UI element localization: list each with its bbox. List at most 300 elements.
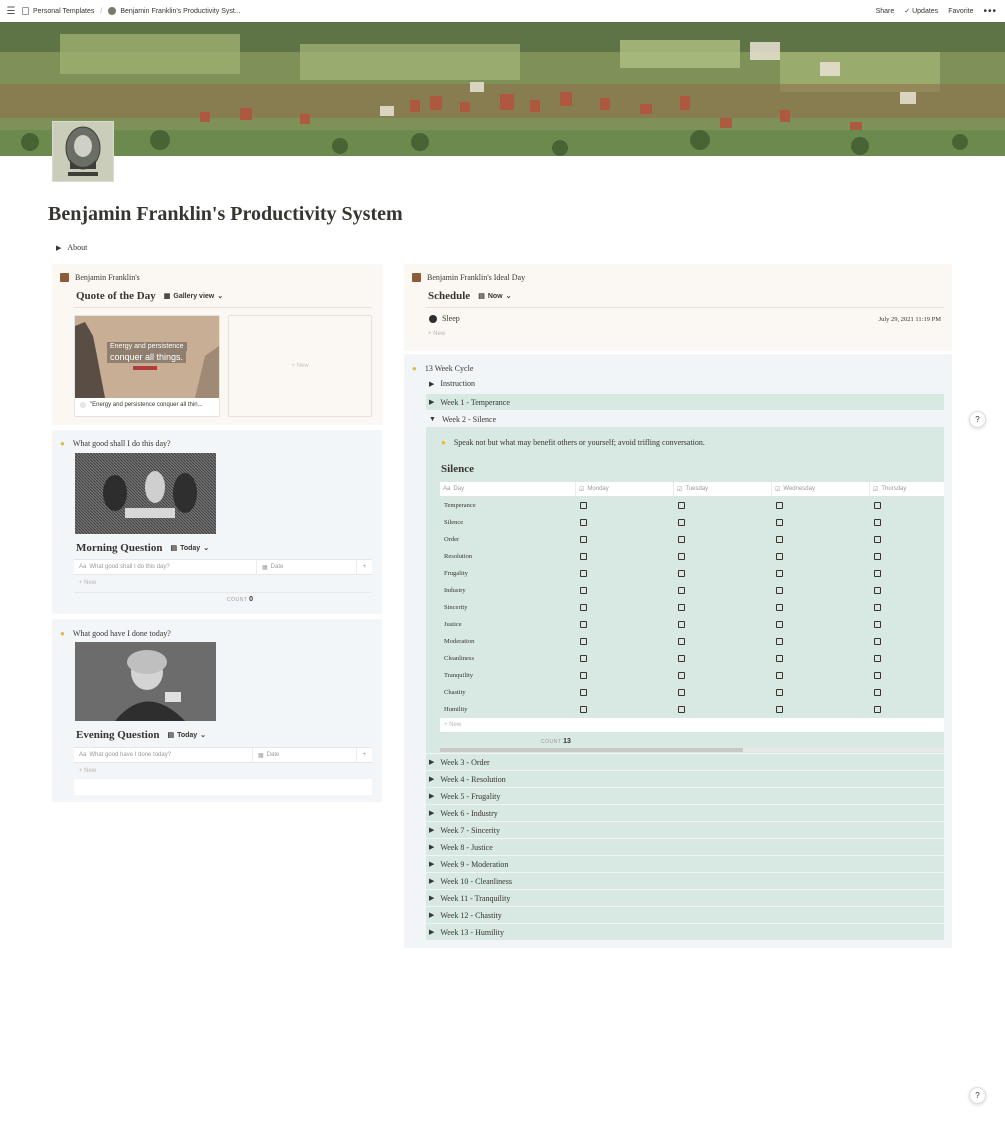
week-toggle[interactable] — [426, 907, 944, 923]
checkbox[interactable] — [678, 689, 685, 696]
now-view-label: Now — [487, 292, 503, 300]
col-date[interactable] — [257, 560, 357, 574]
lightbulb-icon: ● — [60, 439, 65, 448]
checkbox-cell — [870, 531, 944, 548]
col-label: Thursday — [881, 486, 907, 492]
checkbox[interactable] — [874, 638, 881, 645]
mountain-cliff-image — [75, 316, 219, 398]
checkbox-cell — [870, 633, 944, 650]
franklin-thumbnail-icon — [412, 273, 421, 282]
updates-label: Updates — [912, 8, 939, 15]
evening-callout-text: What good have I done today? — [72, 629, 171, 638]
week-toggle[interactable] — [426, 771, 944, 787]
gallery-view-label: Gallery view — [173, 292, 215, 300]
virtue-name[interactable]: Temperance — [444, 502, 476, 509]
checkbox[interactable] — [580, 689, 587, 696]
chevron-down-icon: ⌄ — [203, 545, 210, 552]
checkbox-cell — [870, 582, 944, 599]
toggle-right-icon: ▶ — [429, 894, 435, 902]
calendar-icon: ▦ — [262, 564, 268, 571]
week-toggle[interactable] — [426, 924, 944, 940]
checkbox-cell — [674, 514, 772, 531]
checkbox[interactable] — [776, 587, 783, 594]
menu-icon[interactable]: ☰ — [6, 5, 16, 17]
week-label: Week 4 - Resolution — [440, 774, 506, 784]
evening-question-panel — [52, 619, 382, 802]
checkbox-cell — [576, 531, 674, 548]
silence-callout-text: Speak not but what may benefit others or yourself; avoid trifling conversation. — [453, 437, 705, 447]
week-2-toggle[interactable] — [426, 411, 944, 427]
schedule-db-header — [428, 290, 511, 302]
virtue-row — [440, 514, 944, 531]
checkbox[interactable] — [776, 689, 783, 696]
text-prop-icon: Aa — [79, 752, 87, 758]
checkbox-prop-icon: ☑ — [579, 486, 585, 493]
checkbox-cell — [576, 599, 674, 616]
checkbox[interactable] — [580, 655, 587, 662]
cycle-callout-text: 13 Week Cycle — [424, 364, 474, 373]
caption-dot-icon — [80, 402, 86, 408]
toggle-down-icon: ▼ — [429, 415, 436, 423]
horizontal-scrollbar[interactable] — [440, 748, 944, 752]
checkbox[interactable] — [678, 706, 685, 713]
checkbox[interactable] — [678, 604, 685, 611]
add-column-button[interactable]: + — [362, 752, 367, 758]
today-view-selector[interactable] — [170, 544, 209, 552]
checkbox[interactable] — [874, 706, 881, 713]
count-value: 0 — [249, 596, 253, 603]
checkbox-cell — [772, 565, 870, 582]
virtue-name[interactable]: Moderation — [444, 638, 475, 645]
table-icon: ▤ — [170, 545, 178, 552]
checkbox[interactable] — [580, 570, 587, 577]
virtue-row — [440, 548, 944, 565]
evening-table-header — [74, 747, 372, 763]
toggle-right-icon: ▶ — [429, 398, 435, 406]
checkbox[interactable] — [776, 706, 783, 713]
week-toggle[interactable] — [426, 890, 944, 906]
checkbox[interactable] — [678, 655, 685, 662]
share-button[interactable]: Share — [875, 7, 895, 15]
count-label: COUNT — [541, 739, 562, 745]
checkbox-cell — [674, 497, 772, 514]
checkbox[interactable] — [580, 587, 587, 594]
lightbulb-icon: ● — [60, 629, 65, 638]
week-label: Week 10 - Cleanliness — [440, 876, 512, 886]
checkbox[interactable] — [874, 655, 881, 662]
morning-db-header — [76, 542, 209, 554]
ideal-parent-link[interactable] — [412, 273, 525, 282]
col-title-label: What good shall I do this day? — [89, 564, 170, 570]
divider — [74, 592, 372, 593]
quote-db-header — [76, 290, 223, 302]
checkbox-cell — [870, 701, 944, 718]
virtue-name[interactable]: Justice — [444, 621, 462, 628]
checkbox[interactable] — [874, 570, 881, 577]
checkbox-cell — [870, 616, 944, 633]
gallery-new-label: + New — [291, 363, 309, 369]
chevron-down-icon: ⌄ — [200, 732, 207, 739]
checkbox-cell — [870, 650, 944, 667]
franklin-portrait-graphic — [63, 126, 103, 178]
checkbox-cell — [674, 548, 772, 565]
checkbox-cell — [576, 616, 674, 633]
topbar — [0, 0, 1005, 22]
page-title: Benjamin Franklin's Productivity System — [48, 203, 403, 225]
checkbox-cell — [870, 599, 944, 616]
checkbox-cell — [772, 531, 870, 548]
week-label: Week 9 - Moderation — [440, 859, 509, 869]
now-view-selector[interactable] — [478, 292, 511, 300]
virtue-name[interactable]: Frugality — [444, 570, 468, 577]
virtue-row — [440, 599, 944, 616]
silence-db-title[interactable]: Silence — [441, 463, 474, 475]
morning-table-header — [74, 559, 372, 575]
checkbox[interactable] — [580, 621, 587, 628]
morning-db-title[interactable]: Morning Question — [76, 542, 163, 554]
silence-callout — [441, 433, 941, 451]
franklin-thumbnail-icon — [60, 273, 69, 282]
count-value: 13 — [563, 738, 571, 745]
virtue-row — [440, 633, 944, 650]
morning-callout-text: What good shall I do this day? — [72, 439, 171, 448]
col-date[interactable] — [253, 748, 357, 762]
list-icon: ▤ — [478, 293, 485, 300]
week-label: Week 2 - Silence — [441, 414, 497, 424]
evening-callout — [60, 629, 171, 638]
week-label: Week 11 - Tranquility — [440, 893, 511, 903]
instruction-toggle[interactable] — [429, 379, 475, 388]
checkbox[interactable] — [874, 502, 881, 509]
morning-new-row[interactable]: + New — [79, 580, 97, 586]
virtue-row — [440, 616, 944, 633]
checkbox[interactable] — [580, 519, 587, 526]
quote-db-title[interactable]: Quote of the Day — [76, 290, 156, 302]
cycle-callout — [412, 364, 473, 373]
checkbox-cell — [772, 514, 870, 531]
checkbox[interactable] — [678, 638, 685, 645]
checkbox[interactable] — [678, 553, 685, 560]
scrollbar-thumb[interactable] — [440, 748, 743, 752]
quote-gallery-card[interactable] — [74, 315, 220, 417]
gallery-new-card[interactable] — [228, 315, 372, 417]
franklin-portrait-icon[interactable] — [52, 121, 114, 182]
virtue-row — [440, 565, 944, 582]
virtue-row — [440, 667, 944, 684]
ideal-parent-label: Benjamin Franklin's Ideal Day — [427, 273, 526, 282]
virtue-name[interactable]: Silence — [444, 519, 464, 526]
virtue-row — [440, 701, 944, 718]
checkbox-prop-icon: ☑ — [873, 486, 879, 493]
toggle-right-icon: ▶ — [429, 928, 435, 936]
chevron-down-icon: ⌄ — [217, 293, 224, 300]
checkbox[interactable] — [776, 604, 783, 611]
signature-bar — [133, 366, 157, 370]
checkbox[interactable] — [580, 706, 587, 713]
schedule-new-row[interactable]: + New — [428, 331, 446, 337]
checkbox[interactable] — [776, 536, 783, 543]
week-toggle[interactable] — [426, 873, 944, 889]
toggle-right-icon: ▶ — [56, 243, 62, 252]
checkbox[interactable] — [580, 502, 587, 509]
col-wednesday[interactable] — [772, 482, 870, 496]
checkbox-cell — [674, 616, 772, 633]
morning-question-panel — [52, 430, 382, 614]
toggle-right-icon: ▶ — [429, 911, 435, 919]
checkbox[interactable] — [776, 570, 783, 577]
today-view-selector[interactable] — [167, 731, 206, 739]
count-label: COUNT — [227, 597, 248, 603]
about-toggle[interactable] — [56, 243, 87, 252]
virtue-name[interactable]: Chastity — [444, 689, 466, 696]
checkbox-cell — [772, 548, 870, 565]
today-view-label: Today — [177, 731, 198, 739]
chevron-down-icon: ⌄ — [505, 293, 512, 300]
topbar-actions — [876, 0, 997, 22]
virtue-row — [440, 582, 944, 599]
cover-town-illustration — [0, 22, 1005, 156]
quote-overlay-line1: Energy and persistence — [107, 342, 187, 351]
checkbox-cell — [674, 531, 772, 548]
virtue-name[interactable]: Humility — [444, 706, 468, 713]
checkbox[interactable] — [776, 672, 783, 679]
checkbox-cell — [674, 684, 772, 701]
favorite-button[interactable]: Favorite — [948, 7, 974, 15]
checkbox-cell — [772, 650, 870, 667]
quote-overlay-line2: conquer all things. — [107, 351, 186, 363]
col-monday[interactable] — [576, 482, 674, 496]
week-toggle[interactable] — [426, 754, 944, 770]
checkbox[interactable] — [678, 570, 685, 577]
checkbox[interactable] — [776, 638, 783, 645]
schedule-item-label: Sleep — [442, 314, 460, 323]
virtue-table-header — [440, 482, 944, 497]
col-date-label: Date — [266, 752, 280, 758]
checkbox[interactable] — [874, 672, 881, 679]
breadcrumb-item-personal-templates[interactable]: Personal Templates — [33, 7, 95, 15]
toggle-right-icon: ▶ — [429, 826, 435, 834]
checkbox-cell — [674, 582, 772, 599]
breadcrumb-separator: / — [100, 7, 103, 15]
checkbox[interactable] — [776, 519, 783, 526]
checkbox-prop-icon: ☑ — [677, 486, 683, 493]
checkbox-cell — [772, 684, 870, 701]
checkbox-cell — [870, 514, 944, 531]
checkbox[interactable] — [776, 553, 783, 560]
checkbox-cell — [576, 701, 674, 718]
checkbox-cell — [870, 565, 944, 582]
instruction-label: Instruction — [440, 379, 476, 388]
checkbox[interactable] — [874, 553, 881, 560]
checkbox[interactable] — [580, 604, 587, 611]
help-button[interactable]: ? — [969, 411, 986, 428]
checkbox[interactable] — [874, 536, 881, 543]
checkbox[interactable] — [580, 672, 587, 679]
checkbox[interactable] — [874, 621, 881, 628]
virtue-row — [440, 650, 944, 667]
checkbox[interactable] — [678, 587, 685, 594]
checkbox[interactable] — [776, 621, 783, 628]
checkbox-cell — [576, 684, 674, 701]
virtue-row — [440, 497, 944, 514]
virtue-count — [541, 738, 571, 745]
checkbox[interactable] — [678, 536, 685, 543]
checkbox-cell — [576, 548, 674, 565]
text-prop-icon: Aa — [443, 486, 451, 492]
week-toggle[interactable] — [426, 788, 944, 804]
week-label: Week 5 - Frugality — [440, 791, 501, 801]
checkbox-cell — [772, 667, 870, 684]
checkbox[interactable] — [678, 519, 685, 526]
checkbox-cell — [870, 667, 944, 684]
checkbox-cell — [576, 514, 674, 531]
col-tuesday[interactable] — [674, 482, 772, 496]
page-icon — [22, 7, 29, 15]
virtue-name[interactable]: Sincerity — [444, 604, 468, 611]
col-day[interactable] — [440, 482, 576, 496]
checkbox-cell — [576, 650, 674, 667]
evening-db-title[interactable]: Evening Question — [76, 729, 160, 741]
week-toggle[interactable] — [426, 822, 944, 838]
checkbox-prop-icon: ☑ — [775, 486, 781, 493]
checkbox-cell — [772, 497, 870, 514]
text-prop-icon: Aa — [79, 564, 87, 570]
checkbox-cell — [870, 684, 944, 701]
toggle-right-icon: ▶ — [429, 877, 435, 885]
week-toggle[interactable] — [426, 856, 944, 872]
about-toggle-label: About — [67, 243, 88, 252]
checkbox-cell — [772, 616, 870, 633]
checkbox[interactable] — [874, 519, 881, 526]
checkbox-cell — [576, 565, 674, 582]
evening-table-footer — [74, 779, 372, 795]
week-label: Week 12 - Chastity — [440, 910, 502, 920]
portrait-engraving-scene — [75, 642, 216, 721]
quote-parent-link[interactable] — [60, 273, 140, 282]
dark-circle-icon — [429, 315, 437, 323]
franklin-portrait-engraving — [75, 642, 216, 721]
breadcrumb-item-current-page[interactable]: Benjamin Franklin's Productivity Syst... — [120, 7, 241, 15]
checkbox[interactable] — [580, 638, 587, 645]
cover-image — [0, 22, 1005, 156]
ideal-day-panel — [404, 264, 952, 351]
lightbulb-icon: ● — [412, 364, 417, 373]
quote-card-caption-row — [80, 402, 203, 408]
virtue-name[interactable]: Cleanliness — [444, 655, 474, 662]
lightbulb-icon: ● — [441, 437, 446, 447]
checkbox[interactable] — [678, 621, 685, 628]
updates-button[interactable] — [904, 7, 938, 15]
help-button[interactable]: ? — [969, 1087, 986, 1104]
checkbox[interactable] — [874, 587, 881, 594]
breadcrumb — [22, 7, 241, 15]
table-icon: ▤ — [167, 732, 175, 739]
calendar-icon: ▦ — [258, 752, 264, 759]
toggle-right-icon: ▶ — [429, 860, 435, 868]
schedule-item-sleep[interactable] — [429, 314, 460, 323]
franklin-engraving-image — [75, 453, 216, 534]
week-toggle[interactable] — [426, 805, 944, 821]
engraving-scene — [75, 453, 216, 534]
col-label: Day — [453, 486, 465, 492]
toggle-right-icon: ▶ — [429, 792, 435, 800]
quote-card-caption: "Energy and persistence conquer all thin... — [90, 402, 203, 408]
checkbox-cell — [772, 633, 870, 650]
col-title-label: What good have I done today? — [89, 752, 172, 758]
toggle-right-icon: ▶ — [429, 758, 435, 766]
toggle-right-icon: ▶ — [429, 775, 435, 783]
new-row-label: + New — [444, 722, 462, 728]
checkbox-cell — [674, 599, 772, 616]
virtue-name[interactable]: Tranquility — [444, 672, 474, 679]
checkbox[interactable] — [678, 672, 685, 679]
divider — [426, 307, 944, 308]
col-title[interactable] — [74, 560, 257, 574]
evening-db-header — [76, 729, 206, 741]
checkbox-cell — [576, 582, 674, 599]
col-date-label: Date — [270, 564, 284, 570]
evening-new-row[interactable]: + New — [79, 768, 97, 774]
divider — [74, 307, 372, 308]
add-column-button[interactable]: + — [362, 564, 367, 570]
checkbox-cell — [576, 497, 674, 514]
checkbox-cell — [674, 650, 772, 667]
schedule-item-date: July 29, 2021 11:19 PM — [878, 316, 941, 323]
virtue-new-row[interactable] — [440, 718, 944, 732]
checkbox-cell — [674, 701, 772, 718]
col-label: Wednesday — [783, 486, 815, 492]
week-label: Week 13 - Humility — [440, 927, 504, 937]
checkbox[interactable] — [776, 655, 783, 662]
week-label: Week 6 - Industry — [440, 808, 498, 818]
checkbox-cell — [576, 667, 674, 684]
checkbox-cell — [576, 633, 674, 650]
virtue-name[interactable]: Resolution — [444, 553, 473, 560]
week-label: Week 1 - Temperance — [440, 397, 510, 407]
gallery-icon: ▦ — [163, 293, 171, 300]
col-title[interactable] — [74, 748, 253, 762]
checkbox[interactable] — [874, 604, 881, 611]
checkbox[interactable] — [776, 502, 783, 509]
checkbox-cell — [772, 701, 870, 718]
checkbox-cell — [772, 599, 870, 616]
week-toggle[interactable] — [426, 839, 944, 855]
week-1-toggle[interactable] — [426, 394, 944, 410]
toggle-right-icon: ▶ — [429, 809, 435, 817]
virtue-name[interactable]: Order — [444, 536, 460, 543]
franklin-avatar-icon — [108, 7, 116, 15]
gallery-view-selector[interactable] — [164, 292, 223, 300]
checkbox-cell — [870, 497, 944, 514]
checkbox[interactable] — [678, 502, 685, 509]
checkbox-cell — [674, 565, 772, 582]
week-label: Week 7 - Sincerity — [440, 825, 500, 835]
quote-of-the-day-panel — [52, 264, 382, 425]
col-thursday[interactable] — [870, 482, 944, 496]
checkbox[interactable] — [580, 553, 587, 560]
virtue-name[interactable]: Industry — [444, 587, 466, 594]
checkbox-cell — [870, 548, 944, 565]
checkbox[interactable] — [874, 689, 881, 696]
today-view-label: Today — [180, 544, 201, 552]
week-label: Week 8 - Justice — [440, 842, 493, 852]
checkbox-cell — [772, 582, 870, 599]
checkbox[interactable] — [580, 536, 587, 543]
morning-count — [227, 596, 253, 603]
more-options-icon[interactable]: ••• — [983, 5, 997, 17]
checkbox-cell — [674, 633, 772, 650]
schedule-db-title[interactable]: Schedule — [428, 290, 471, 302]
